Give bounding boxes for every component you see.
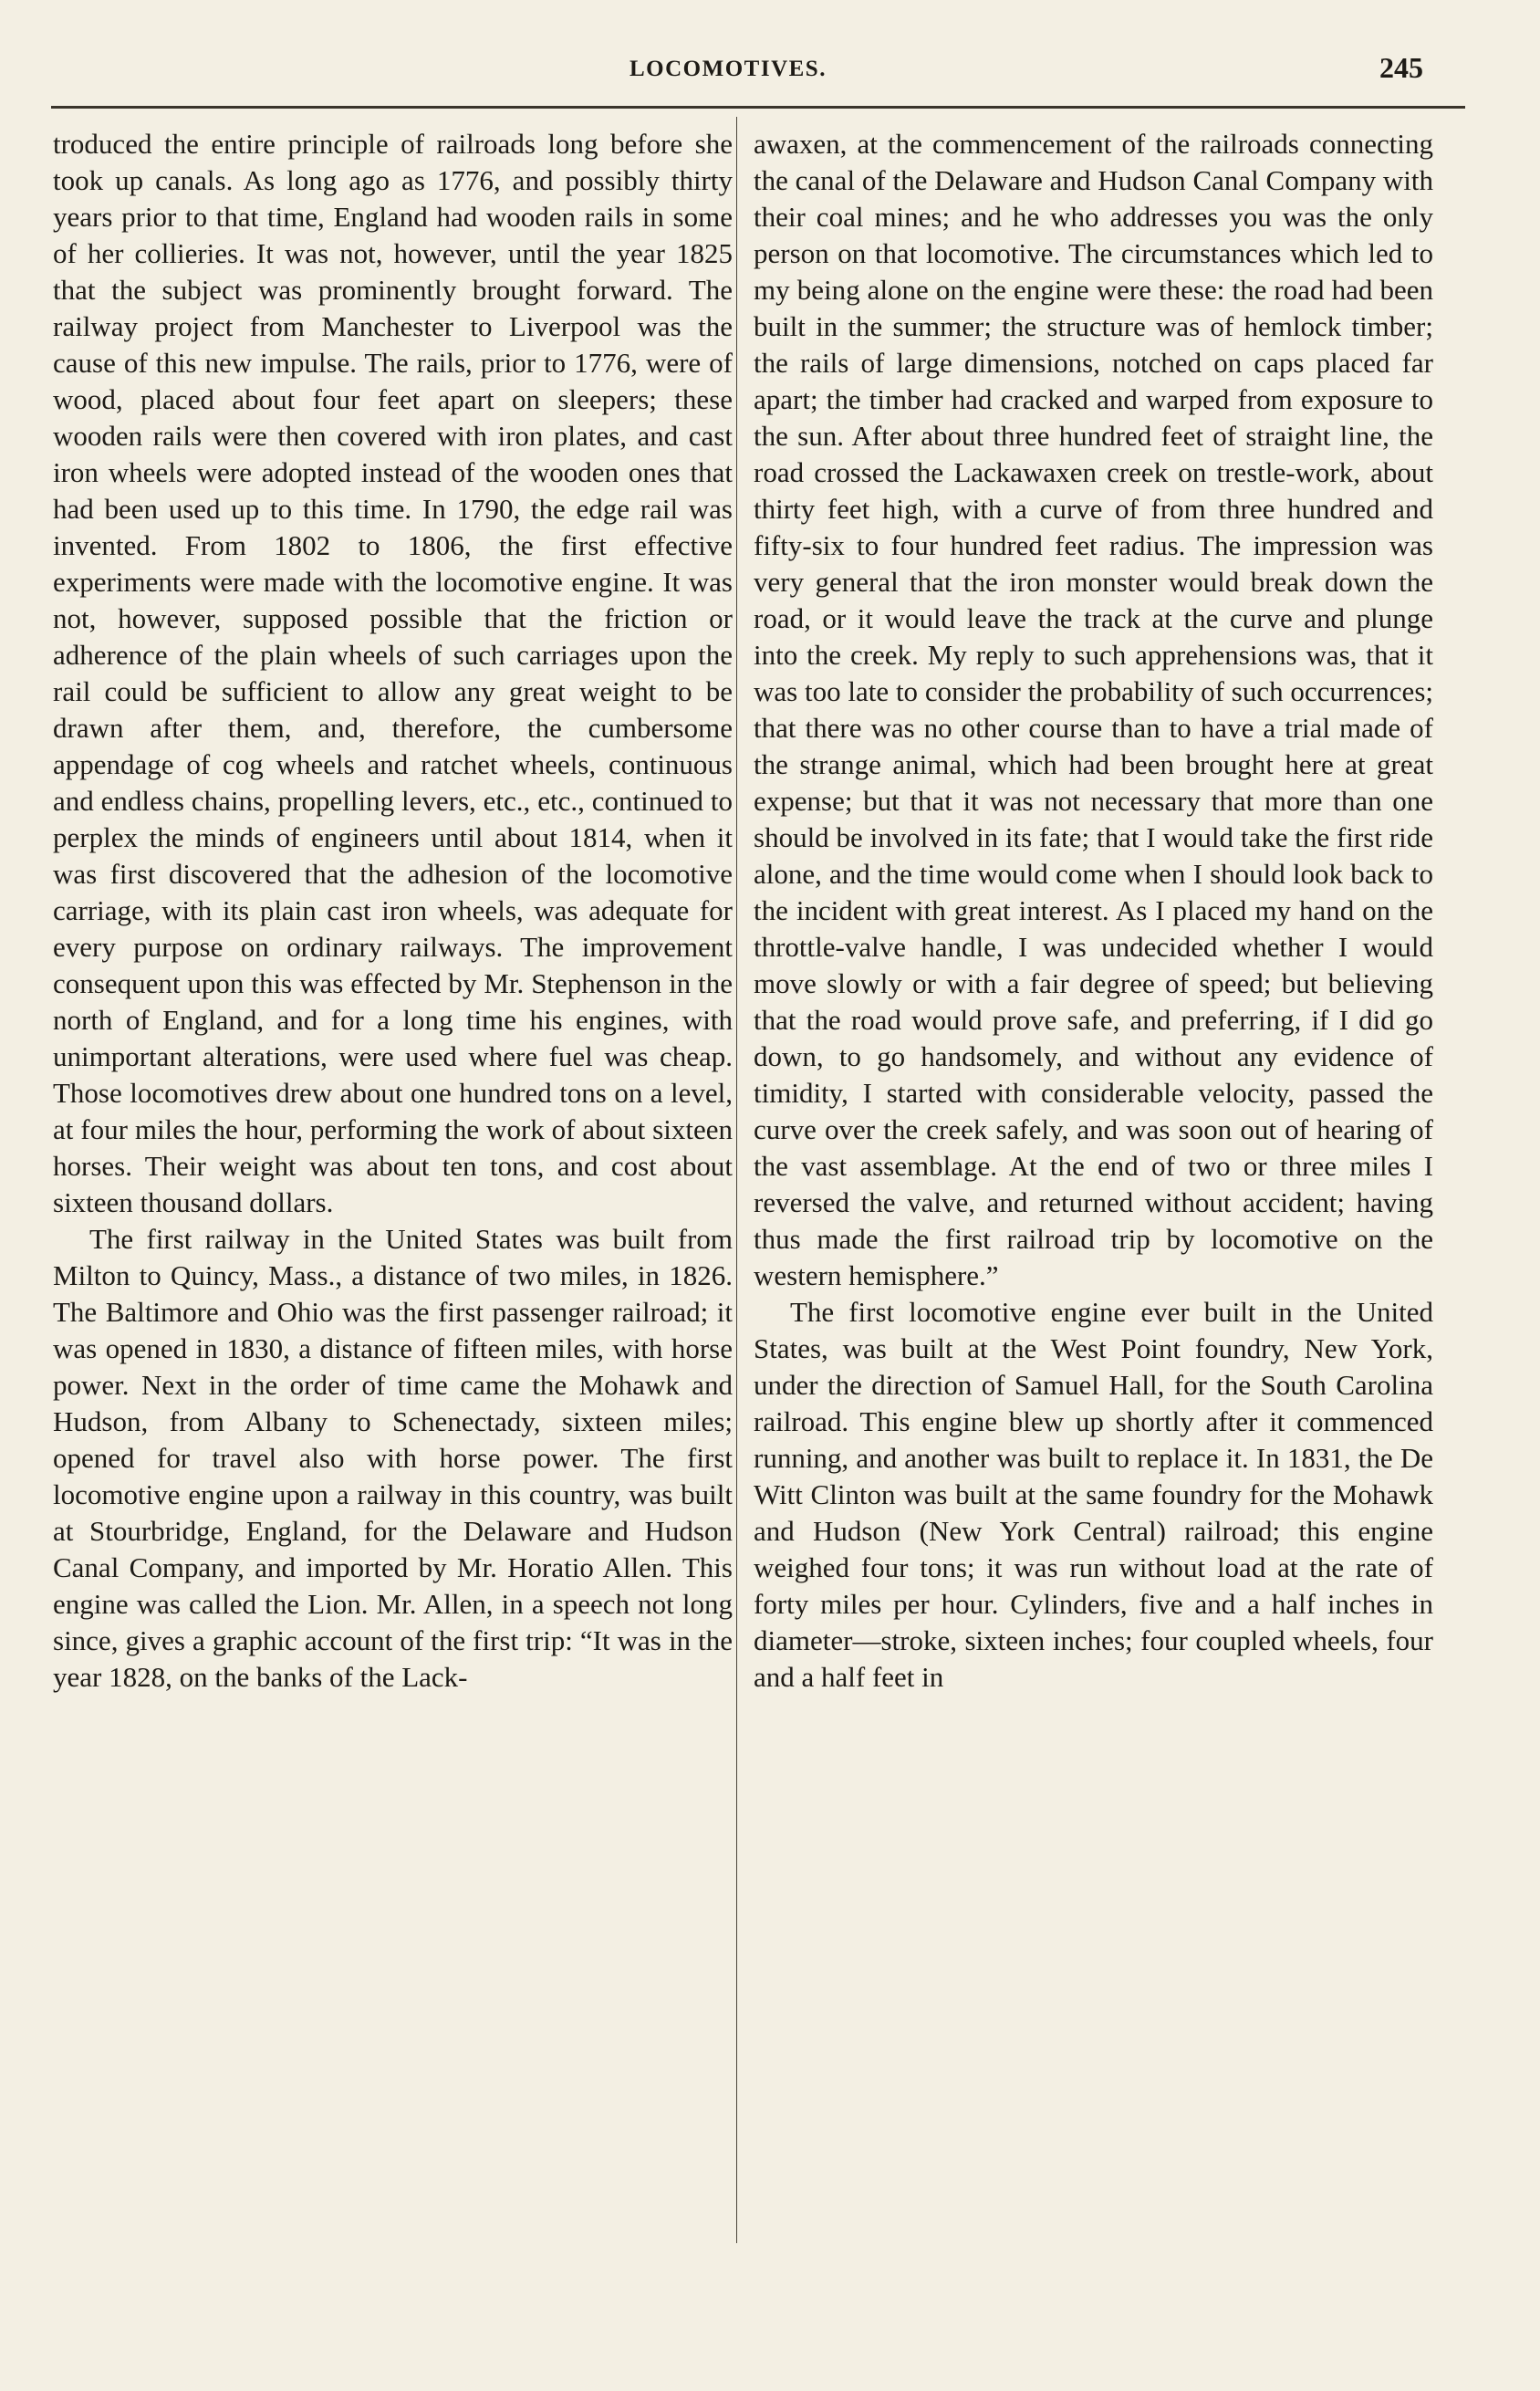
page-number: 245	[1379, 51, 1423, 84]
paragraph: The first locomotive engine ever built in the United States, was built at the West Point foundry, New York, under the direction of Samuel Hall, for the South Carolina railroad. This engine blew up shortly after it commenced running, and another was built to replace it. In 1831, the De Witt Clinton was built at the same foundry for the Mohawk and Hudson (New York Central) railroad; this engine weighed four tons; it was run without load at the rate of forty miles per hour. Cylinders, five and a half inches in diameter—stroke, sixteen inches; four coupled wheels, four and a half feet in	[754, 1296, 1433, 1693]
paragraph: awaxen, at the commencement of the railroads connecting the canal of the Delaware and Hudson Canal Company with their coal mines; and he who addresses you was the only person on that locomotive. The circumstances which led to my being alone on the engine were these: the road had been built in the summer; the structure was of hemlock timber; the rails of large dimensions, notched on caps placed far apart; the timber had cracked and warped from exposure to the sun. After about three hundred feet of straight line, the road crossed the Lackawaxen creek on trestle-work, about thirty feet high, with a curve of from three hundred and fifty-six to four hundred feet radius. The impression was very general that the iron monster would break down the road, or it would leave the track at the curve and plunge into the creek. My reply to such apprehensions was, that it was too late to consider the probability of such occurrences; that there was no other course than to have a trial made of the strange animal, which had been brought here at great expense; but that it was not necessary that more than one should be involved in its fate; that I would take the first ride alone, and the time would come when I should look back to the incident with great interest. As I placed my hand on the throttle-valve handle, I was undecided whether I would move slowly or with a fair degree of speed; but believing that the road would prove safe, and preferring, if I did go down, to go handsomely, and without any evidence of timidity, I started with considerable velocity, passed the curve over the creek safely, and was soon out of hearing of the vast assemblage. At the end of two or three miles I reversed the valve, and returned without accident; having thus made the first railroad trip by locomotive on the western hemisphere.”	[754, 128, 1433, 1291]
header-rule	[51, 106, 1465, 109]
column-divider	[736, 117, 737, 2243]
right-column	[754, 126, 1433, 1696]
running-head	[55, 49, 1423, 86]
paragraph: The first railway in the United States was built from Milton to Quincy, Mass., a distance of two miles, in 1826. The Baltimore and Ohio was the first passenger railroad; it was opened in 1830, a distance of fifteen miles, with horse power. Next in the order of time came the Mohawk and Hudson, from Albany to Schenectady, sixteen miles; opened for travel also with horse power. The first locomotive engine upon a railway in this country, was built at Stourbridge, England, for the Delaware and Hudson Canal Company, and imported by Mr. Horatio Allen. This engine was called the Lion. Mr. Allen, in a speech not long since, gives a graphic account of the first trip: “It was in the year 1828, on the banks of the Lack-	[53, 1223, 733, 1693]
running-title: LOCOMOTIVES.	[630, 57, 827, 81]
paragraph: troduced the entire principle of railroads long before she took up canals. As long ago as 1776, and possibly thirty years prior to that time, England had wooden rails in some of her collieries. It was not, however, until the year 1825 that the subject was prominently brought forward. The railway project from Manchester to Liverpool was the cause of this new impulse. The rails, prior to 1776, were of wood, placed about four feet apart on sleepers; these wooden rails were then covered with iron plates, and cast iron wheels were adopted instead of the wooden ones that had been used up to this time. In 1790, the edge rail was invented. From 1802 to 1806, the first effective experiments were made with the locomotive engine. It was not, however, supposed possible that the friction or adherence of the plain wheels of such carriages upon the rail could be sufficient to allow any great weight to be drawn after them, and, therefore, the cumbersome appendage of cog wheels and ratchet wheels, continuous and endless chains, propelling levers, etc., etc., continued to perplex the minds of engineers until about 1814, when it was first discovered that the adhesion of the locomotive carriage, with its plain cast iron wheels, was adequate for every purpose on ordinary railways. The improvement consequent upon this was effected by Mr. Stephenson in the north of England, and for a long time his engines, with unimportant alterations, were used where fuel was cheap. Those locomotives drew about one hundred tons on a level, at four miles the hour, performing the work of about sixteen horses. Their weight was about ten tons, and cost about sixteen thousand dollars.	[53, 128, 733, 1218]
left-column	[53, 126, 733, 1696]
